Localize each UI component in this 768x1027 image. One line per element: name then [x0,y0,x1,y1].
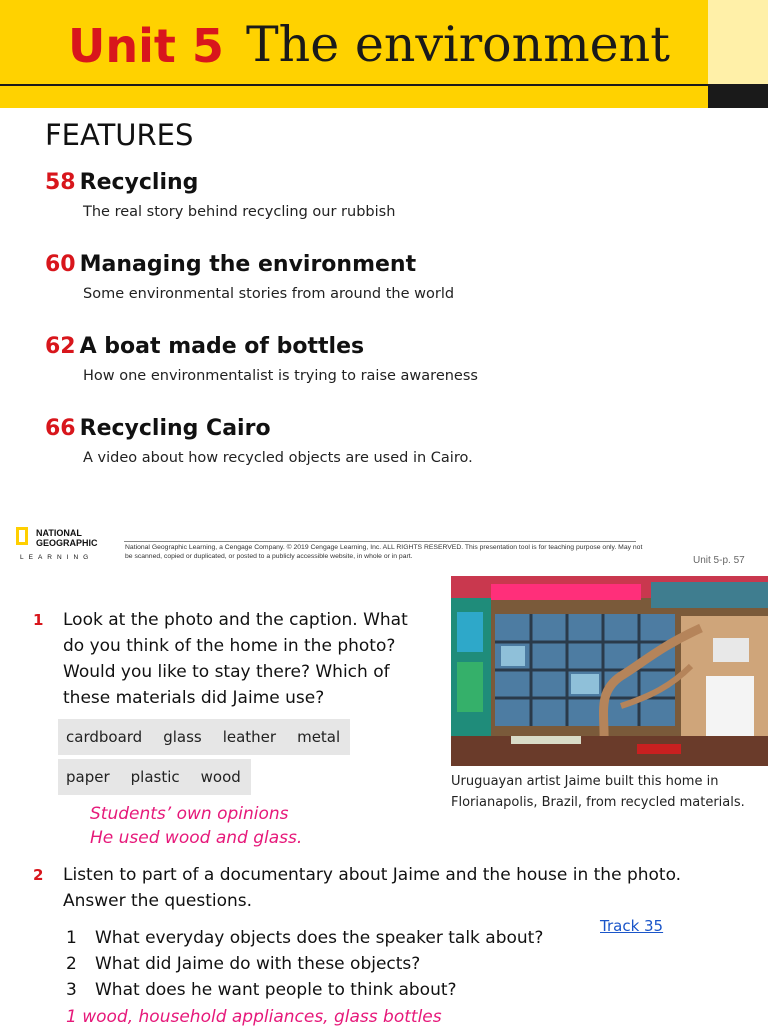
track-35-link[interactable]: Track 35 [600,917,664,935]
sub-question [66,954,420,974]
page-reference: Unit 5-p. 57 [693,555,745,566]
material-option: glass [163,728,202,746]
question-number: 1 [33,611,44,629]
national-geographic-learning-logo [16,527,102,563]
banner-rule [0,84,708,108]
copyright-divider [124,541,636,542]
question-2-text: Listen to part of a documentary about Jaime and the house in the photo. Answer the questions. [63,865,682,911]
feature-item [45,334,364,359]
logo-learning: LEARNING [20,554,94,561]
feature-item [45,170,198,195]
sub-question-number: 3 [66,980,77,1000]
feature-title: Recycling [79,170,199,195]
sub-question-number: 2 [66,954,77,974]
question-number: 2 [33,866,44,884]
material-option: paper [66,768,110,786]
handwritten-answer: He used wood and glass. [90,828,303,848]
material-option: leather [222,728,277,746]
material-option: metal [297,728,341,746]
sub-question-text: What did Jaime do with these objects? [95,954,421,974]
copyright-notice: National Geographic Learning, a Cengage Company. © 2019 Cengage Learning, Inc. ALL RIGHTS RESERVED. This presentation tool is for teaching purpose only. May not be scanned, copied or duplicated, or posted to a publicly accessible website, in whole or in part. [125,544,643,560]
yellow-border-icon [16,527,28,545]
handwritten-answer: Students’ own opinions [90,804,289,824]
photo-caption: Uruguayan artist Jaime built this home in Florianapolis, Brazil, from recycled materials. [451,774,745,810]
unit-overview-slide [0,0,768,512]
feature-title: Recycling Cairo [79,416,271,441]
banner-dark-block [708,84,768,108]
feature-item [45,252,416,277]
features-heading: FEATURES [45,118,194,152]
feature-description: Some environmental stories from around the world [83,286,455,302]
logo-line: GEOGRAPHIC [36,538,98,548]
feature-page-number: 62 [45,334,76,359]
feature-title: Managing the environment [79,252,417,277]
material-option: wood [200,768,241,786]
material-option: cardboard [66,728,143,746]
feature-page-number: 66 [45,416,76,441]
unit-title: The environment [246,16,670,73]
feature-description: A video about how recycled objects are used in Cairo. [83,450,473,466]
logo-line: NATIONAL [36,528,82,538]
feature-title: A boat made of bottles [79,334,365,359]
sub-question-text: What everyday objects does the speaker talk about? [95,928,544,948]
materials-row-2 [58,759,251,795]
unit-label: Unit 5 [68,19,224,73]
recycled-home-photo [451,576,768,766]
sub-question [66,980,457,1000]
sub-question-number: 1 [66,928,77,948]
question-1-text: Look at the photo and the caption. What do you think of the home in the photo? Would you like to stay there? Which of these materials did Jaime use? [63,610,408,708]
sub-question-text: What does he want people to think about? [95,980,457,1000]
materials-row-1 [58,719,350,755]
feature-page-number: 60 [45,252,76,277]
banner-accent [708,0,768,84]
feature-description: The real story behind recycling our rubbish [83,204,396,220]
sub-question [66,928,543,948]
material-option: plastic [130,768,180,786]
feature-description: How one environmentalist is trying to raise awareness [83,368,478,384]
feature-item [45,416,271,441]
handwritten-answer: 1 wood, household appliances, glass bottles [66,1007,442,1027]
feature-page-number: 58 [45,170,76,195]
